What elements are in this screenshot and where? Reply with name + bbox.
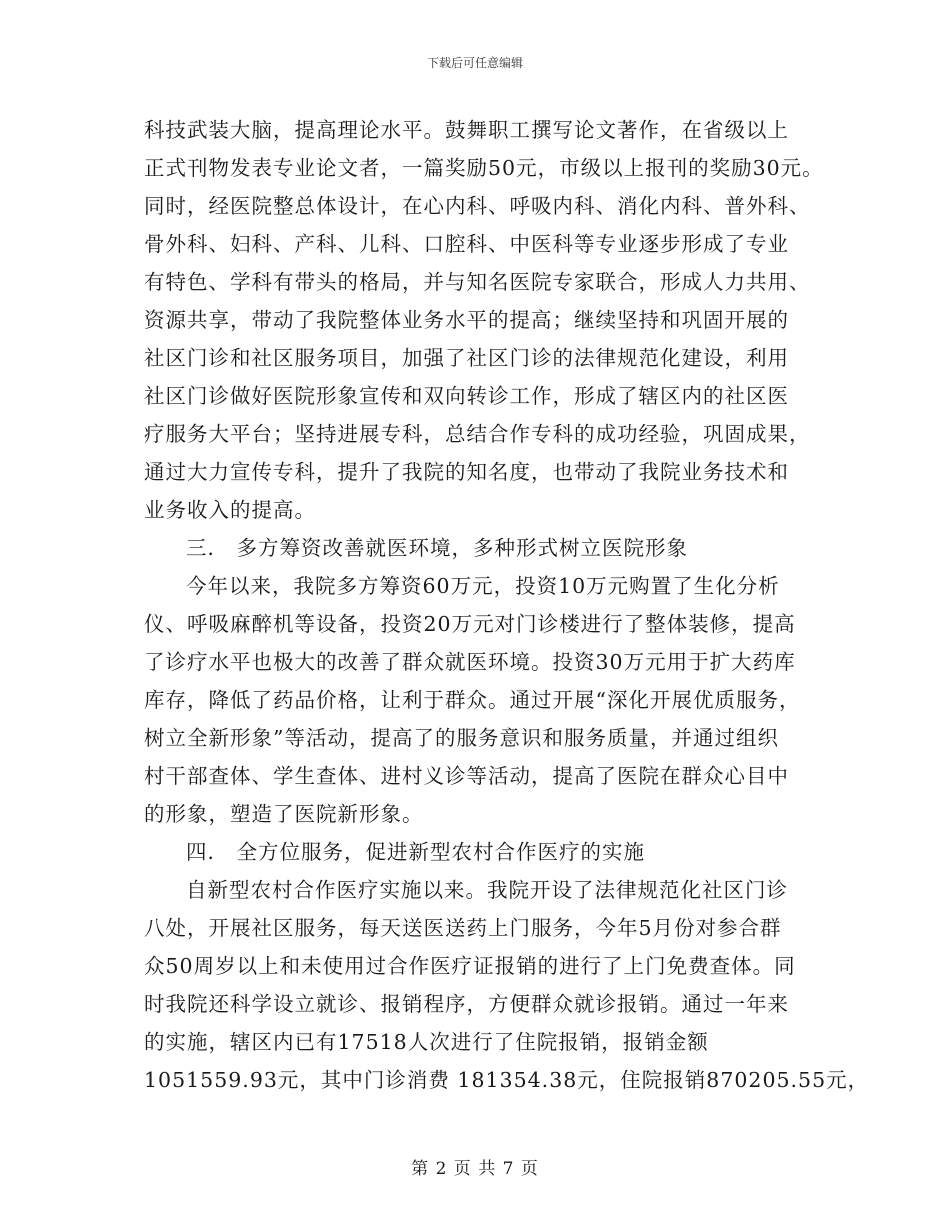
text-line: 的形象，塑造了医院新形象。 [144,802,424,826]
text-line: 疗服务大平台；坚持进展专科，总结合作专科的成功经验，巩固成果， [144,422,811,446]
text-line: 时我院还科学设立就诊、报销程序，方便群众就诊报销。通过一年来 [144,992,789,1016]
text-line: 社区门诊和社区服务项目，加强了社区门诊的法律规范化建设，利用 [144,346,789,370]
text-line: 社区门诊做好医院形象宣传和双向转诊工作，形成了辖区内的社区医 [144,384,789,408]
text-line: 骨外科、妇科、产科、儿科、口腔科、中医科等专业逐步形成了专业 [144,232,789,256]
text-line: 村干部查体、学生查体、进村义诊等活动，提高了医院在群众心目中 [144,764,789,788]
text-line: 业务收入的提高。 [144,498,316,522]
text-line: 仪、呼吸麻醉机等设备，投资20万元对门诊楼进行了整体装修，提高 [144,612,796,636]
text-line: 通过大力宣传专科，提升了我院的知名度，也带动了我院业务技术和 [144,460,789,484]
text-line: 的实施，辖区内已有17518人次进行了住院报销，报销金额 [144,1030,709,1054]
text-line: 1051559.93元，其中门诊消费 181354.38元，住院报销870205.55元， [144,1068,870,1092]
text-line: 树立全新形象”等活动，提高了的服务意识和服务质量，并通过组织 [144,726,779,750]
text-line: 同时，经医院整总体设计，在心内科、呼吸内科、消化内科、普外科、 [144,194,811,218]
text-line: 八处，开展社区服务，每天送医送药上门服务，今年5月份对参合群 [144,916,782,940]
text-line: 今年以来，我院多方筹资60万元，投资10万元购置了生化分析 [186,574,780,598]
section-heading: 四． 全方位服务，促进新型农村合作医疗的实施 [186,840,646,864]
text-line: 科技武装大脑，提高理论水平。鼓舞职工撰写论文著作，在省级以上 [144,118,789,142]
text-line: 了诊疗水平也极大的改善了群众就医环境。投资30万元用于扩大药库 [144,650,796,674]
text-line: 众50周岁以上和未使用过合作医疗证报销的进行了上门免费查体。同 [144,954,796,978]
text-line: 自新型农村合作医疗实施以来。我院开设了法律规范化社区门诊 [186,878,788,902]
page-number: 第 2 页 共 7 页 [411,1159,539,1179]
section-heading: 三． 多方筹资改善就医环境，多种形式树立医院形象 [186,536,689,560]
page-header: 下载后可任意编辑 [426,56,523,70]
text-line: 有特色、学科有带头的格局，并与知名医院专家联合，形成人力共用、 [144,270,811,294]
text-line: 资源共享，带动了我院整体业务水平的提高；继续坚持和巩固开展的 [144,308,789,332]
text-line: 正式刊物发表专业论文者，一篇奖励50元，市级以上报刊的奖励30元。 [144,156,824,180]
text-line: 库存，降低了药品价格，让利于群众。通过开展“深化开展优质服务， [144,688,801,712]
document-body [144,111,870,1099]
